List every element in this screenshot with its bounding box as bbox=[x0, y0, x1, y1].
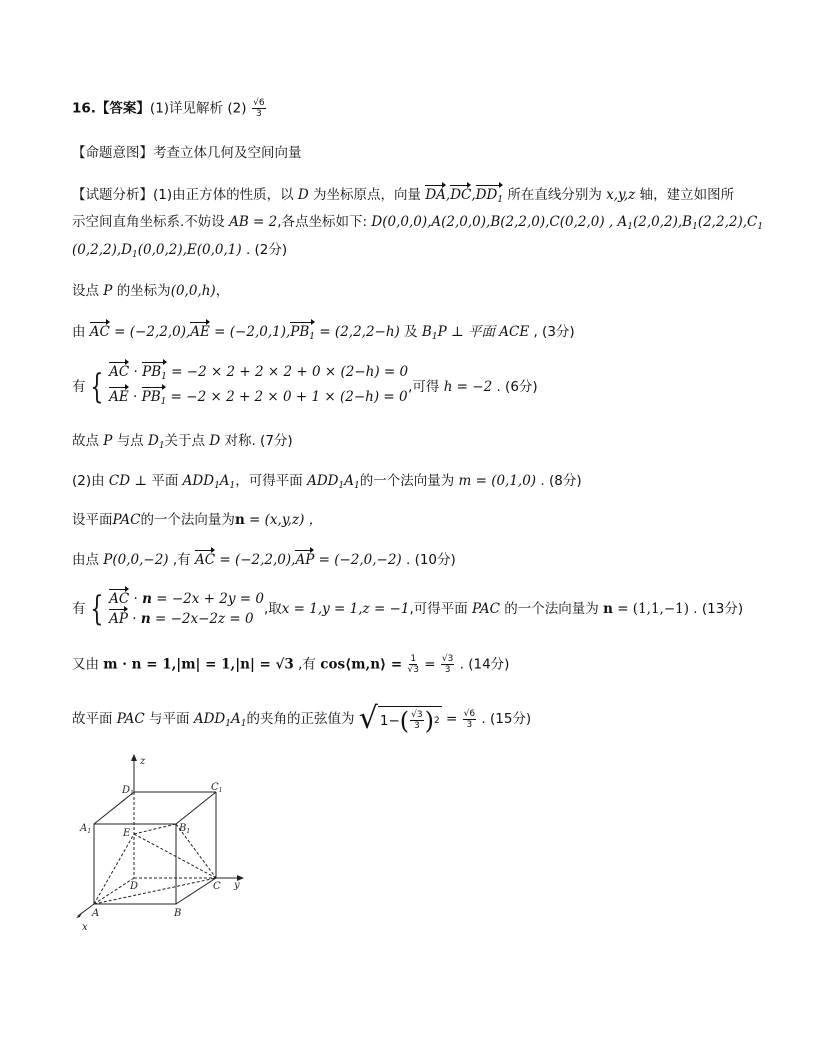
vector-AE: AE bbox=[190, 324, 210, 340]
system-1: 有 { AC · $PB_1 = -2 \times 2 + 2 \times 2 + 0 \times (2-h) = 0$ AE · $PB_1 = -2 \times 2 + 2 \times 0 + 1 \times (2-h) = 0$ ,可得 h = −2 . (6分) bbox=[72, 362, 538, 412]
vector-AC: AC bbox=[89, 324, 110, 340]
label-z: z bbox=[140, 756, 146, 767]
label-A1: $A_1$ bbox=[80, 823, 92, 835]
part2-line: (2)由 CD ⊥ 平面 $ADD_1A_1$，可得平面 $ADD_1A_1$的一个法向量为 m = (0,1,0) . (8分) bbox=[72, 473, 582, 491]
normal-vector-line: 设平面PAC的一个法向量为n = (x,y,z) ， bbox=[72, 512, 323, 528]
vector-AP: AP bbox=[295, 552, 315, 568]
analysis-line-2: 示空间直角坐标系.不妨设 AB = 2,各点坐标如下: D(0,0,0),A(2,0,0),B(2,2,0),C(0,2,0) , $A_1(2,0,2),B_1(2,2,2),C_1$ bbox=[72, 214, 764, 232]
cosine-line: 又由 m · n = 1,|m| = 1,|n| = √3 ,有 cos⟨m,n⟩ = $\frac{1}{√3}$ = $\frac{√3}{3}$ . (14分) bbox=[72, 654, 510, 675]
point-p-line: 由点 P(0,0,−2) ,有 AC = (−2,2,0),AP = (−2,0,−2) . (10分) bbox=[72, 552, 456, 568]
p-coordinate-line: 设点 P 的坐标为(0,0,h)， bbox=[72, 283, 230, 299]
answer-tag: 【答案】 bbox=[95, 100, 150, 117]
answer-text: (1)详见解析 (2) bbox=[149, 100, 247, 117]
system-2: 有 { AC · n = −2x + 2y = 0 AP · n = −2x−2z = 0 ,取x = 1,y = 1,z = −1,可得平面 PAC 的一个法向量为 n = (1,1,−1) . (13分) bbox=[72, 589, 744, 629]
answer-line bbox=[72, 98, 267, 119]
intent-line: 【命题意图】考查立体几何及空间向量 bbox=[72, 145, 302, 161]
analysis-line-1: 【试题分析】(1)由正方体的性质，以 D 为坐标原点，向量 $DA,DC,DD_1$ 所在直线分别为 x,y,z 轴，建立如图所 bbox=[72, 185, 734, 210]
vector-DC: DC bbox=[450, 187, 472, 203]
label-D: D bbox=[130, 881, 139, 892]
label-x: x bbox=[82, 922, 88, 932]
label-C1: $C_1$ bbox=[211, 782, 223, 794]
label-C: C bbox=[213, 881, 221, 892]
label-B1: $B_1$ bbox=[179, 823, 191, 835]
answer-fraction: $\frac{√6}{3}$ bbox=[253, 98, 265, 119]
vector-PB1: $PB_1$ bbox=[290, 322, 315, 347]
cube-figure bbox=[72, 752, 252, 932]
label-B: B bbox=[174, 908, 182, 919]
label-E: E bbox=[123, 828, 131, 839]
vector-DD1: $DD_1$ bbox=[476, 185, 503, 210]
problem-number: 16. bbox=[72, 100, 96, 117]
vector-DA: DA bbox=[425, 187, 446, 203]
sine-radical: √ 1− ( $\frac{√3}{3}$ ) 2 bbox=[358, 701, 440, 736]
analysis-line-3: $(0,2,2),D_1(0,0,2),E(0,0,1)$ . (2分) bbox=[72, 242, 288, 260]
label-A: A bbox=[92, 908, 100, 919]
label-y: y bbox=[234, 880, 240, 891]
label-D1: $D_1$ bbox=[122, 785, 134, 797]
symmetric-line: 故点 P 与点 $D_1$关于点 D 对称. (7分) bbox=[72, 433, 293, 451]
final-line: 故平面 PAC 与平面 $ADD_1A_1$的夹角的正弦值为 √ 1− ( $\frac{√3}{3}$ ) 2 = $\frac{√6}{3}$ . (15分) bbox=[72, 701, 532, 736]
vectors-line: 由 AC = $(-2,2,0),AE = (-2,0,1),PB_1 = (2,2,2-h)$ 及 $B_1P$ ⊥ 平面 ACE , (3分) bbox=[72, 322, 575, 347]
